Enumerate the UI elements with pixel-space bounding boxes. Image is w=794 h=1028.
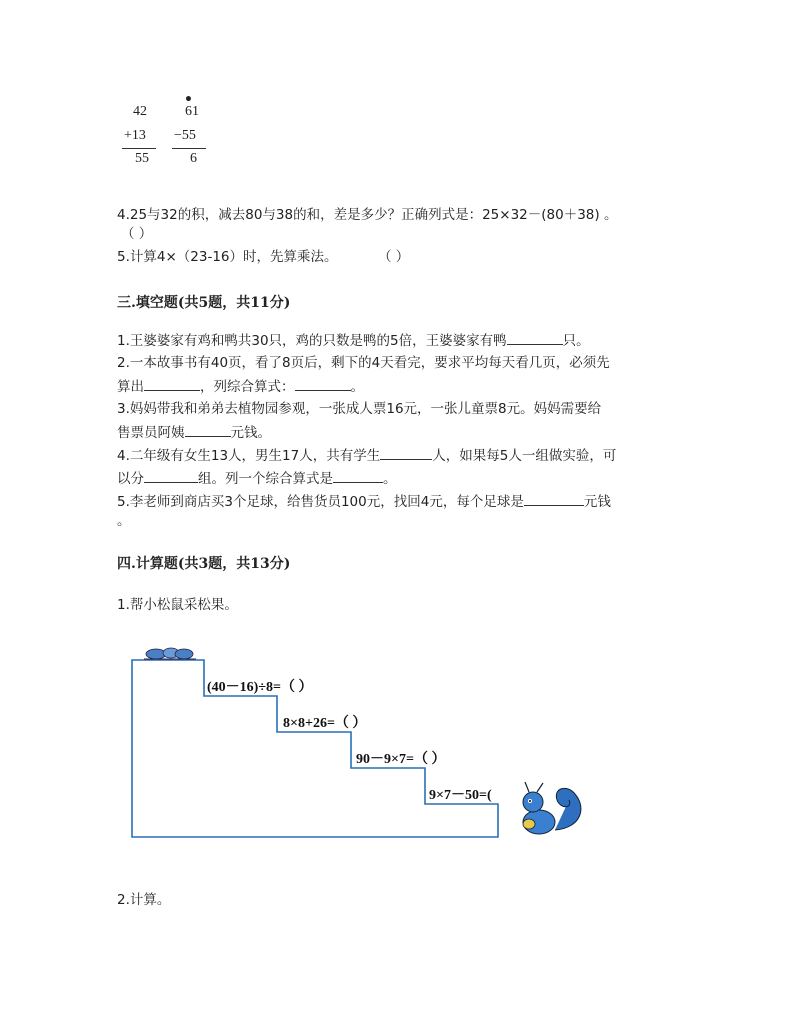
fill-q4-text-d: 组。列一个综合算式是 xyxy=(198,471,333,487)
fill-q4-text-c: 以分 xyxy=(117,471,144,487)
fill-q2-text: 2.一本故事书有40页，看了8页后，剩下的4天看完，要求平均每天看几页，必须先 xyxy=(117,355,610,371)
fill-q2-text-d: 。 xyxy=(350,379,364,395)
fill-q5-text-b: 元钱 xyxy=(583,494,611,510)
squirrel-icon xyxy=(523,782,581,834)
fill-q5-blank[interactable] xyxy=(524,492,584,506)
section3-title: 三.填空题(共5题，共11分) xyxy=(117,295,291,311)
pinecones-icon xyxy=(144,648,196,659)
stair-step-3: 90－9×7=（ ） xyxy=(356,752,446,767)
calc-right-top: 61 xyxy=(185,104,199,119)
fill-q3-text-c: 元钱。 xyxy=(230,425,271,441)
judge-q4-answer-paren[interactable]: （ ） xyxy=(121,226,153,242)
fill-q3-text-b: 售票员阿姨 xyxy=(117,425,185,441)
fill-q2-blank2[interactable] xyxy=(295,377,351,391)
fill-q1-text: 1.王婆婆家有鸡和鸭共30只，鸡的只数是鸭的5倍，王婆婆家有鸭 xyxy=(117,333,507,349)
fill-q3-blank[interactable] xyxy=(185,423,231,437)
fill-q5-text: 5.李老师到商店买3个足球，给售货员100元，找回4元，每个足球是 xyxy=(117,494,524,510)
judge-q5: 5.计算4×（23-16）时，先算乘法。 xyxy=(117,249,338,265)
calc-right-rule xyxy=(172,148,206,149)
fill-q1-tail: 只。 xyxy=(562,333,590,349)
calc-right-result: 6 xyxy=(190,151,197,166)
stair-step-4: 9×7－50=( xyxy=(429,788,492,803)
borrow-dot: • xyxy=(184,92,193,108)
calc-left-result: 55 xyxy=(135,151,149,166)
judge-q4: 4.25与32的积，减去80与38的和，差是多少？正确列式是：25×32－(80＋38) 。 xyxy=(117,207,618,223)
fill-q3-text: 3.妈妈带我和弟弟去植物园参观，一张成人票16元，一张儿童票8元。妈妈需要给 xyxy=(117,401,602,417)
fill-q1 xyxy=(117,331,590,350)
calc-left-rule xyxy=(122,148,156,149)
fill-q2-line1 xyxy=(117,354,610,372)
fill-q2-text-c: ，列综合算式： xyxy=(200,379,295,395)
fill-q3-line2 xyxy=(117,423,271,442)
staircase-figure xyxy=(120,640,600,850)
fill-q4-blank1[interactable] xyxy=(380,446,432,460)
fill-q4-line2 xyxy=(117,469,397,488)
fill-q4-blank2[interactable] xyxy=(144,469,198,483)
calc-left-operand: +13 xyxy=(124,128,146,143)
fill-q1-blank[interactable] xyxy=(507,331,563,345)
fill-q4-blank3[interactable] xyxy=(333,469,383,483)
section4-title: 四.计算题(共3题，共13分) xyxy=(117,556,291,572)
calc-right-operand: −55 xyxy=(174,128,196,143)
fill-q5-line1 xyxy=(117,492,611,511)
fill-q4-text-b: 人，如果每5人一组做实验，可 xyxy=(432,448,617,464)
fill-q2-text-b: 算出 xyxy=(117,379,144,395)
fill-q4-text-e: 。 xyxy=(383,471,397,487)
stair-step-1: (40－16)÷8=（ ） xyxy=(207,680,313,695)
fill-q4-text: 4.二年级有女生13人，男生17人，共有学生 xyxy=(117,448,381,464)
fill-q4-line1 xyxy=(117,446,616,465)
calc-q1-text: 1.帮小松鼠采松果。 xyxy=(117,597,238,613)
calc-q2-text: 2.计算。 xyxy=(117,892,171,908)
fill-q2-line2 xyxy=(117,377,364,396)
fill-q5-period: 。 xyxy=(117,513,131,529)
judge-q5-answer-paren[interactable]: （ ） xyxy=(378,249,410,265)
stair-step-2: 8×8+26=（ ） xyxy=(283,716,367,731)
fill-q2-blank1[interactable] xyxy=(144,377,200,391)
calc-left-top: 42 xyxy=(133,104,147,119)
fill-q3-line1 xyxy=(117,400,601,418)
